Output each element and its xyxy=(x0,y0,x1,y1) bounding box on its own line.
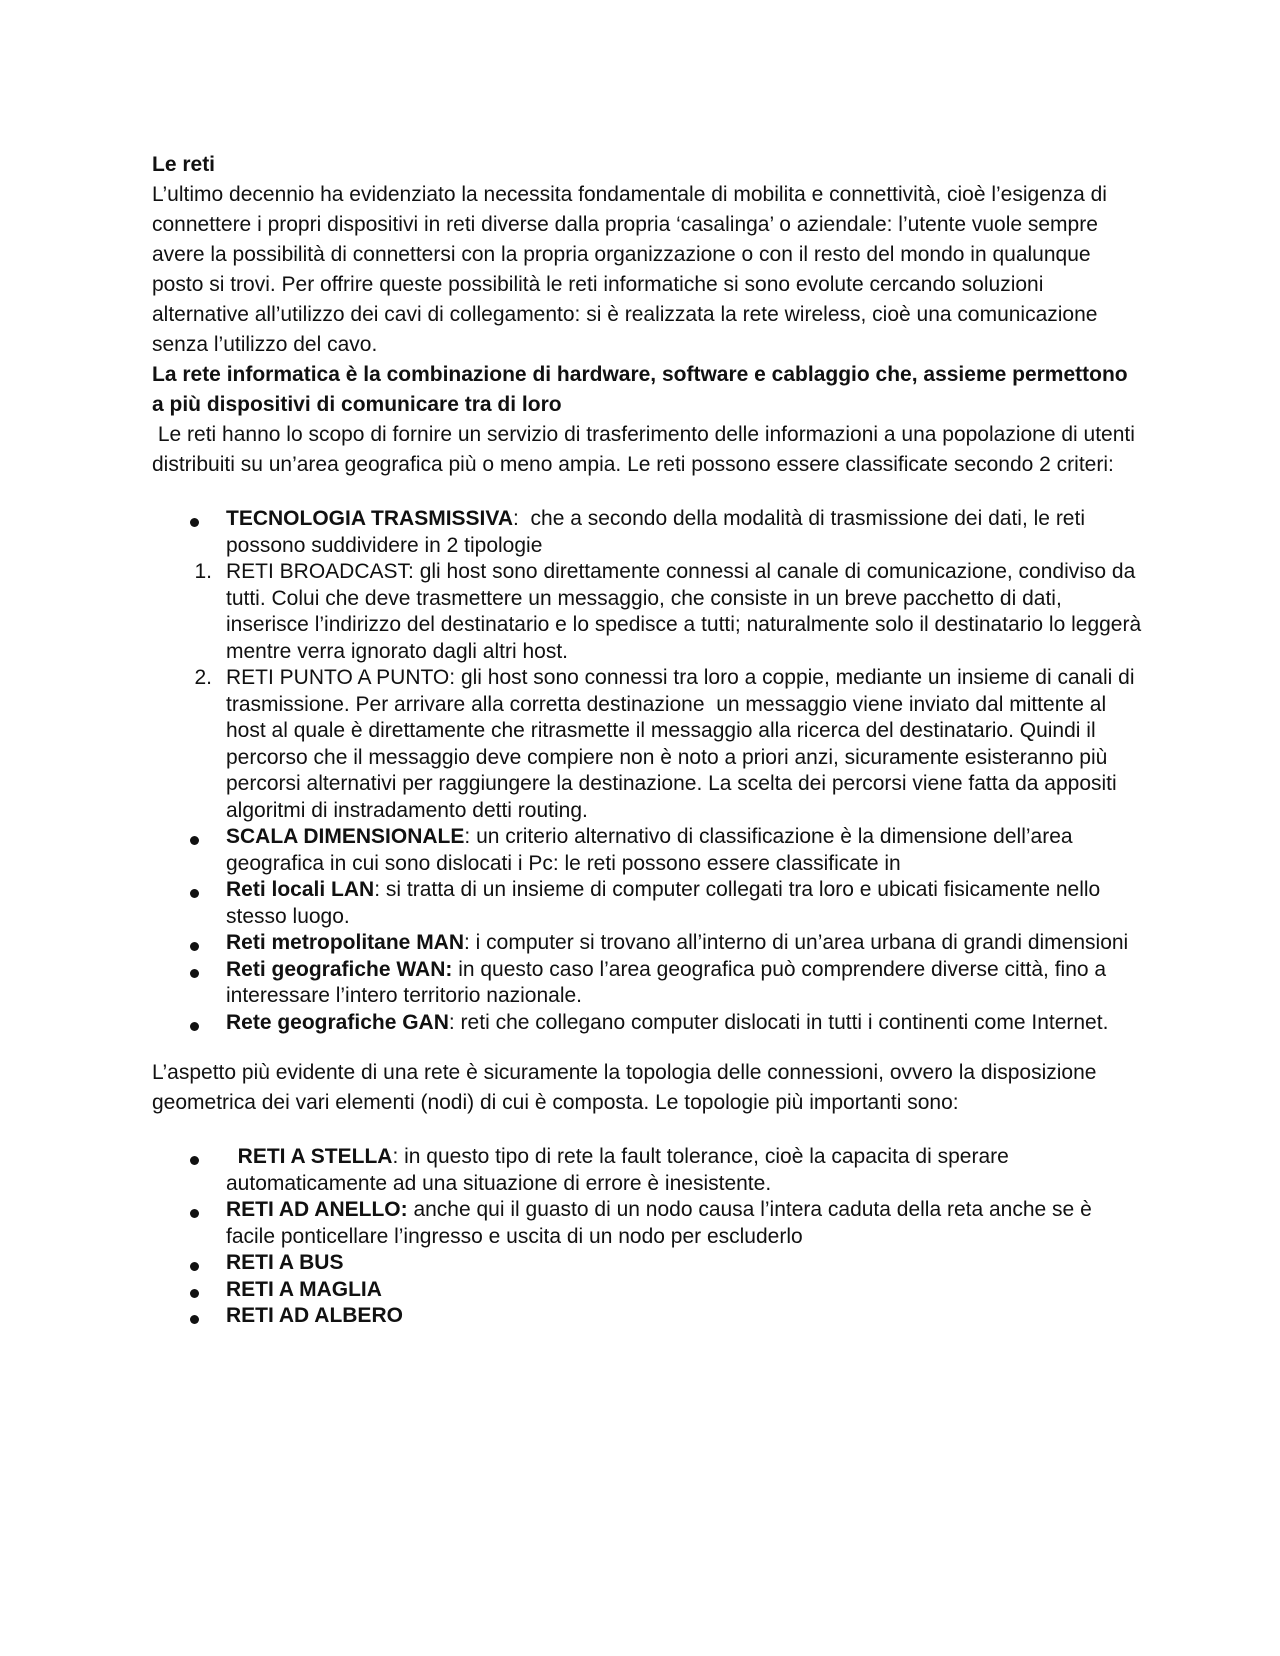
bullet-icon xyxy=(190,1156,199,1165)
list-item xyxy=(152,877,1142,930)
bullet-icon xyxy=(190,836,199,845)
list-item-text: : reti che collegano computer dislocati in tutti i continenti come Internet. xyxy=(448,1010,1109,1034)
list-item xyxy=(152,1144,1142,1197)
bullet-icon xyxy=(190,1289,199,1298)
list-number: 2. xyxy=(194,666,212,689)
bullet-icon xyxy=(190,1022,199,1031)
bullet-icon xyxy=(190,1315,199,1324)
list-item-term: RETI A STELLA xyxy=(226,1145,393,1168)
list-item-text: anche qui il guasto di un nodo causa l’intera caduta della reta anche se è facile ponticellare l’ingresso e uscita di un nodo per escluderlo xyxy=(226,1198,1098,1248)
list-item xyxy=(152,1197,1142,1250)
list-item xyxy=(152,1250,1142,1277)
list-item-term: SCALA DIMENSIONALE xyxy=(226,825,465,848)
list-item xyxy=(152,1303,1142,1330)
list-item-text: : i computer si trovano all’interno di un’area urbana di grandi dimensioni xyxy=(464,931,1129,954)
bullet-icon xyxy=(190,518,199,527)
bullet-icon xyxy=(190,969,199,978)
list-item-term: Reti geografiche WAN: xyxy=(226,957,453,981)
document-page xyxy=(152,150,1148,1330)
topology-list xyxy=(152,1144,1142,1330)
list-item-term: Rete geografiche GAN xyxy=(226,1010,449,1034)
criteria-intro-paragraph: Le reti hanno lo scopo di fornire un servizio di trasferimento delle informazioni a una popolazione di utenti distribuiti su un’area geografica più o meno ampia. Le reti possono essere classificate secondo 2 criteri: xyxy=(152,423,1141,476)
bullet-icon xyxy=(190,1209,199,1218)
list-item-term: Reti metropolitane MAN xyxy=(226,931,465,954)
criteria-list xyxy=(152,506,1148,1036)
list-item-text: : che a secondo della modalità di trasmissione dei dati, le reti possono suddividere in 2 tipologie xyxy=(226,507,1091,557)
bullet-icon xyxy=(190,1262,199,1271)
list-item-text: in questo caso l’area geografica può comprendere diverse città, fino a interessare l’intero territorio nazionale. xyxy=(226,957,1112,1007)
list-item-term: RETI AD ANELLO: xyxy=(226,1198,408,1221)
list-item xyxy=(152,824,1142,877)
list-item xyxy=(152,1010,1142,1037)
intro-paragraph: L’ultimo decennio ha evidenziato la necessita fondamentale di mobilita e connettività, cioè l’esigenza di connettere i propri dispositivi in reti diverse dalla propria ‘casalinga’ o aziendale: l’utente vuole sempre avere la possibilità di connettersi con la propria organizzazione o con il resto del mondo in qualunque posto si trovi. Per offrire queste possibilità le reti informatiche si sono evolute cercando soluzioni alternative all’utilizzo dei cavi di collegamento: si è realizzata la rete wireless, cioè una comunicazione senza l’utilizzo del cavo. xyxy=(152,183,1107,356)
document-title: Le reti xyxy=(152,153,216,176)
topology-intro-paragraph: L’aspetto più evidente di una rete è sicuramente la topologia delle connessioni, ovvero la disposizione geometrica dei vari elementi (nodi) di cui è composta. Le topologie più importanti sono: xyxy=(152,1061,1097,1114)
list-item-term: RETI AD ALBERO xyxy=(226,1304,403,1327)
list-item xyxy=(152,957,1142,1010)
list-item-text: : in questo tipo di rete la fault tolerance, cioè la capacita di sperare automaticamente ad una situazione di errore è inesistente. xyxy=(226,1145,1015,1195)
bullet-icon xyxy=(190,889,199,898)
list-item-text: RETI PUNTO A PUNTO: gli host sono connessi tra loro a coppie, mediante un insieme di canali di trasmissione. Per arrivare alla corretta destinazione un messaggio viene inviato dal mittente al host al quale è direttamente che ritrasmette il messaggio alla ricerca del destinatario. Quindi il percorso che il messaggio deve compiere non è noto a priori anzi, sicuramente esisteranno più percorsi alternativi per raggiungere la destinazione. La scelta dei percorsi viene fatta da appositi algoritmi di instradamento detti routing. xyxy=(226,666,1141,822)
list-item xyxy=(152,506,1142,559)
list-item-text: : si tratta di un insieme di computer collegati tra loro e ubicati fisicamente nello stesso luogo. xyxy=(226,878,1107,928)
list-item-term: RETI A MAGLIA xyxy=(226,1277,382,1301)
list-item-text: : un criterio alternativo di classificazione è la dimensione dell’area geografica in cui sono dislocati i Pc: le reti possono essere classificate in xyxy=(226,825,1079,875)
list-item xyxy=(152,665,1142,824)
list-item xyxy=(152,930,1142,957)
list-item xyxy=(152,559,1148,665)
list-item xyxy=(152,1277,1142,1304)
bullet-icon xyxy=(190,942,199,951)
definition-paragraph: La rete informatica è la combinazione di hardware, software e cablaggio che, assieme permettono a più dispositivi di comunicare tra di loro xyxy=(152,363,1128,416)
list-item-term: Reti locali LAN xyxy=(226,878,375,901)
list-item-term: RETI A BUS xyxy=(226,1251,344,1274)
list-item-text: RETI BROADCAST: gli host sono direttamente connessi al canale di comunicazione, condiviso da tutti. Colui che deve trasmettere un messaggio, che consiste in un breve pacchetto di dati, inserisce l’indirizzo del destinatario e lo spedisce a tutti; naturalmente solo il destinatario lo leggerà mentre verra ignorato dagli altri host. xyxy=(226,560,1148,663)
list-number: 1. xyxy=(194,560,212,583)
list-item-term: TECNOLOGIA TRASMISSIVA xyxy=(226,507,514,530)
